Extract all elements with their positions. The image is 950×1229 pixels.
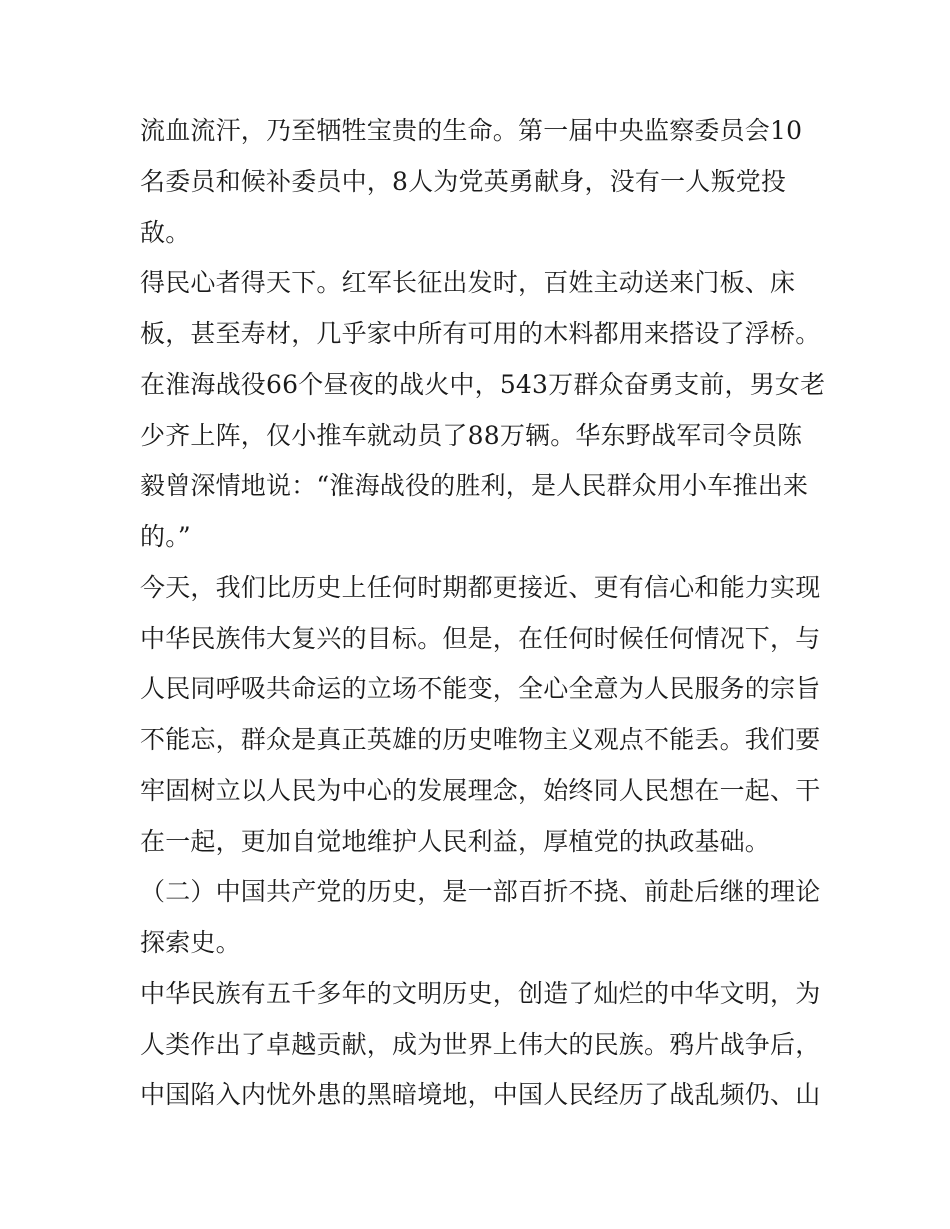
text-line: 板，甚至寿材，几乎家中所有可用的木料都用来搭设了浮桥。 <box>140 319 821 348</box>
section-heading: （二）中国共产党的历史，是一部百折不挠、前赴后继的理论 <box>140 877 821 906</box>
text-line: 牢固树立以人民为中心的发展理念，始终同人民想在一起、干 <box>140 776 821 805</box>
text-line: 人民同呼吸共命运的立场不能变，全心全意为人民服务的宗旨 <box>140 674 821 703</box>
text-line: 名委员和候补委员中，8人为党英勇献身，没有一人叛党投 <box>140 167 787 196</box>
text-line: 中华民族有五千多年的文明历史，创造了灿烂的中华文明，为 <box>140 979 821 1008</box>
text-line: 毅曾深情地说：“淮海战役的胜利，是人民群众用小车推出来 <box>140 471 809 500</box>
text-line: 今天，我们比历史上任何时期都更接近、更有信心和能力实现 <box>140 573 821 602</box>
text-line: 少齐上阵，仅小推车就动员了88万辆。华东野战军司令员陈 <box>140 421 803 450</box>
text-line: 不能忘，群众是真正英雄的历史唯物主义观点不能丢。我们要 <box>140 725 821 754</box>
text-line: 流血流汗，乃至牺牲宝贵的生命。第一届中央监察委员会10 <box>140 116 803 145</box>
text-line: 在一起，更加自觉地维护人民利益，厚植党的执政基础。 <box>140 827 771 856</box>
text-line: 敌。 <box>140 218 191 247</box>
text-line: 中国陷入内忧外患的黑暗境地，中国人民经历了战乱频仍、山 <box>140 1080 821 1109</box>
section-heading-continued: 探索史。 <box>140 928 241 957</box>
text-line: 在淮海战役66个昼夜的战火中，543万群众奋勇支前，男女老 <box>140 370 826 399</box>
text-line: 得民心者得天下。红军长征出发时，百姓主动送来门板、床 <box>140 268 796 297</box>
text-line: 中华民族伟大复兴的目标。但是，在任何时候任何情况下，与 <box>140 624 821 653</box>
text-line: 人类作出了卓越贡献，成为世界上伟大的民族。鸦片战争后， <box>140 1030 821 1059</box>
text-line: 的。” <box>140 522 191 551</box>
